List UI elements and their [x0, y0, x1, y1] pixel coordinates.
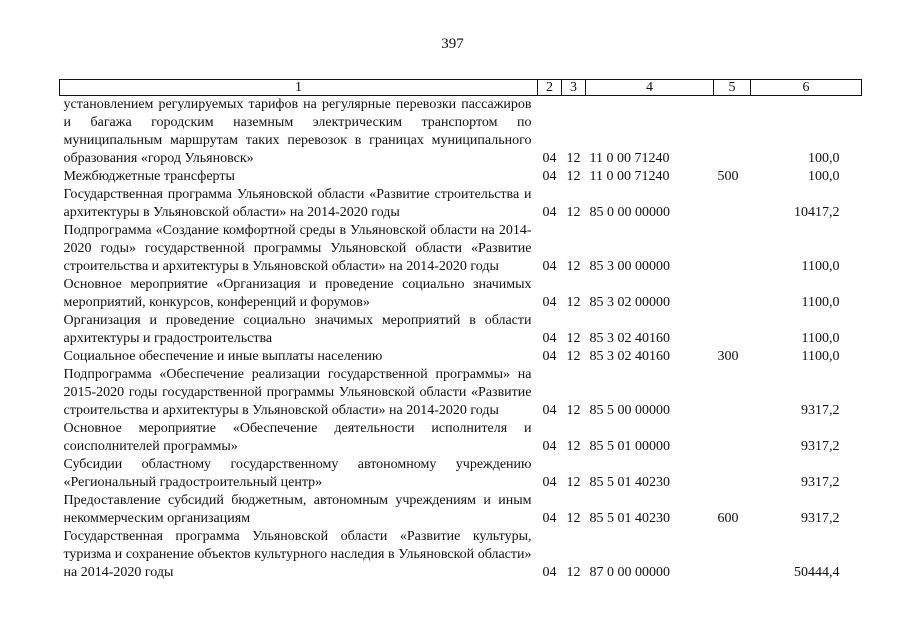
row-expense-type [714, 420, 751, 456]
row-target-article: 11 0 00 71240 [589, 151, 670, 166]
row-section: 04 [542, 475, 557, 490]
row-subsection: 12 [566, 349, 581, 364]
row-expense-type [714, 276, 751, 312]
row-target-article: 11 0 00 71240 [589, 169, 670, 184]
row-subsection: 12 [566, 205, 581, 220]
table-row [60, 186, 862, 222]
row-subsection: 12 [566, 151, 581, 166]
row-section: 04 [542, 349, 557, 364]
row-amount: 50444,4 [794, 565, 840, 580]
row-expense-type [714, 366, 751, 420]
row-target-article: 85 5 01 40230 [589, 511, 670, 526]
row-target-article: 85 3 02 40160 [589, 349, 670, 364]
row-amount: 9317,2 [801, 439, 840, 454]
row-name: Подпрограмма «Создание комфортной среды в Ульяновской области на 2014-2020 годы» государственной программы Ульяновской области «Развитие строительства и архитектуры в Ульяновской области» на 2014-2020 годы [63, 223, 532, 274]
row-name: Подпрограмма «Обеспечение реализации государственной программы» на 2015-2020 годы государственной программы Ульяновской области «Развитие строительства и архитектуры в Ульяновской области» на 2014-2020 годы [63, 367, 532, 418]
row-target-article: 85 5 00 00000 [589, 403, 670, 418]
row-subsection: 12 [566, 439, 581, 454]
table-body [60, 96, 862, 583]
row-amount: 100,0 [808, 169, 840, 184]
row-name: Основное мероприятие «Обеспечение деятельности исполнителя и соисполнителей программы» [63, 421, 532, 454]
header-col-4: 4 [586, 80, 714, 96]
row-subsection: 12 [566, 295, 581, 310]
row-amount: 1100,0 [801, 349, 840, 364]
row-target-article: 85 3 02 40160 [589, 331, 670, 346]
row-amount: 1100,0 [801, 331, 840, 346]
header-col-3: 3 [562, 80, 586, 96]
table-row [60, 456, 862, 492]
row-target-article: 85 3 00 00000 [589, 259, 670, 274]
row-section: 04 [542, 331, 557, 346]
row-amount: 9317,2 [801, 511, 840, 526]
row-subsection: 12 [566, 403, 581, 418]
row-name: Государственная программа Ульяновской области «Развитие строительства и архитектуры в Ульяновской области» на 2014-2020 годы [63, 187, 532, 220]
table-row [60, 420, 862, 456]
row-target-article: 85 5 01 00000 [589, 439, 670, 454]
row-amount: 9317,2 [801, 403, 840, 418]
row-target-article: 85 5 01 40230 [589, 475, 670, 490]
row-subsection: 12 [566, 331, 581, 346]
row-section: 04 [542, 205, 557, 220]
row-target-article: 85 0 00 00000 [589, 205, 670, 220]
row-section: 04 [542, 169, 557, 184]
row-subsection: 12 [566, 475, 581, 490]
row-name: Организация и проведение социально значимых мероприятий в области архитектуры и градостроительства [63, 313, 532, 346]
row-amount: 1100,0 [801, 259, 840, 274]
row-expense-type [714, 186, 751, 222]
row-expense-type [714, 96, 751, 169]
row-name: Социальное обеспечение и иные выплаты населению [63, 349, 383, 364]
row-subsection: 12 [566, 169, 581, 184]
row-expense-type: 600 [717, 511, 739, 526]
header-col-2: 2 [538, 80, 562, 96]
header-col-5: 5 [714, 80, 751, 96]
row-expense-type: 500 [717, 169, 739, 184]
row-amount: 100,0 [808, 151, 840, 166]
row-name: Межбюджетные трансферты [63, 169, 235, 184]
table-row [60, 492, 862, 528]
row-name: Предоставление субсидий бюджетным, автономным учреждениям и иным некоммерческим организациям [63, 493, 532, 526]
row-section: 04 [542, 403, 557, 418]
row-subsection: 12 [566, 259, 581, 274]
row-section: 04 [542, 151, 557, 166]
row-section: 04 [542, 565, 557, 580]
row-name: Основное мероприятие «Организация и проведение социально значимых мероприятий, конкурсов, конференций и форумов» [63, 277, 532, 310]
row-section: 04 [542, 439, 557, 454]
row-amount: 1100,0 [801, 295, 840, 310]
table-row [60, 366, 862, 420]
row-amount: 10417,2 [794, 205, 840, 220]
table-row [60, 276, 862, 312]
row-expense-type [714, 456, 751, 492]
budget-table [59, 79, 862, 582]
row-expense-type: 300 [717, 349, 739, 364]
row-section: 04 [542, 511, 557, 526]
row-subsection: 12 [566, 511, 581, 526]
row-section: 04 [542, 259, 557, 274]
table-row [60, 348, 862, 366]
row-expense-type [714, 222, 751, 276]
row-amount: 9317,2 [801, 475, 840, 490]
row-name: Субсидии областному государственному автономному учреждению «Региональный градостроительный центр» [63, 457, 532, 490]
page-number: 397 [441, 36, 464, 52]
table-row [60, 312, 862, 348]
row-expense-type [714, 312, 751, 348]
table-row [60, 96, 862, 169]
table-header-row [60, 80, 862, 96]
table-row [60, 222, 862, 276]
header-col-1: 1 [60, 80, 538, 96]
row-target-article: 87 0 00 00000 [589, 565, 670, 580]
row-subsection: 12 [566, 565, 581, 580]
table-row [60, 528, 862, 582]
row-expense-type [714, 528, 751, 582]
header-col-6: 6 [751, 80, 862, 96]
row-name: Государственная программа Ульяновской области «Развитие культуры, туризма и сохранение объектов культурного наследия в Ульяновской области» на 2014-2020 годы [63, 529, 532, 580]
row-target-article: 85 3 02 00000 [589, 295, 670, 310]
row-section: 04 [542, 295, 557, 310]
row-name: установлением регулируемых тарифов на регулярные перевозки пассажиров и багажа городским наземным электрическим транспортом по муниципальным маршрутам таких перевозок в границах муниципального образования «город Ульяновск» [63, 97, 532, 166]
table-row [60, 168, 862, 186]
